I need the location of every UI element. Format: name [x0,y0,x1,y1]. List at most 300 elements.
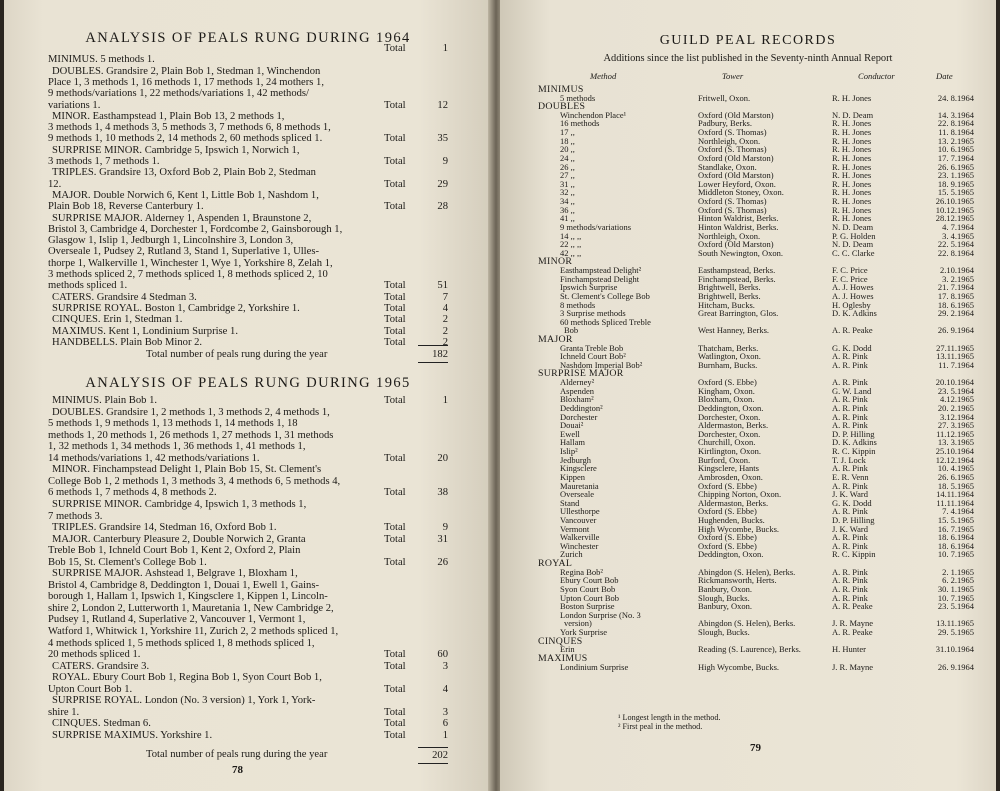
left-page [4,0,492,791]
record-method: Hallam [560,437,586,448]
record-tower: Abingdon (S. Helen), Berks. [698,618,796,629]
record-conductor: R. H. Jones [832,170,872,181]
record-method: 36 ,, [560,204,575,215]
record-date: 18. 6.1965 [937,299,974,310]
record-date: 13. 3.1965 [937,437,974,448]
guild-peal-records-title: GUILD PEAL RECORDS [659,33,837,48]
record-tower: Reading (S. Laurence), Berks. [698,644,801,655]
record-date: 23. 5.1964 [937,601,974,612]
record-date: 20.10.1964 [935,377,974,388]
analysis-line: Pudsey 1, Rutland 4, Superlative 2, Vancouver 1, Vermont 1, [48,614,306,626]
section-heading: MINOR [538,256,573,268]
record-method: 8 methods [560,299,596,310]
record-conductor: A. R. Pink [832,377,868,388]
record-conductor: G. K. Dodd [832,497,872,508]
record-conductor: J. K. Ward [832,523,868,534]
total-label: Total [384,325,406,337]
record-tower: Hinton Waldrist, Berks. [698,221,779,232]
record-tower: Dorchester, Oxon. [698,411,761,422]
record-tower: Watlington, Oxon. [698,351,761,362]
record-method: 42 ,, ,, [560,247,582,258]
record-method: 17 ,, [560,127,575,138]
record-conductor: A. R. Pink [832,583,868,594]
record-date: 13.11.1965 [936,351,974,362]
record-tower: Burnham, Bucks. [698,359,758,370]
record-method: Winchester [560,540,599,551]
analysis-line: thorpe 1, Walkerville 1, Winchester 1, Wye 1, Yorkshire 8, Zelah 1, [48,257,333,269]
record-method: 22 ,, ,, [560,239,582,250]
total-rule-1965 [418,747,448,748]
record-conductor: R. H. Jones [832,161,872,172]
total-label: Total [384,133,406,145]
record-tower: Slough, Bucks. [698,627,750,638]
total-count: 3 [442,660,448,672]
record-tower: Bloxham, Oxon. [698,394,755,405]
records-subtitle: Additions since the list published in the Seventy-ninth Annual Report [603,53,893,64]
total-label: Total [384,291,406,303]
record-conductor: A. R. Pink [832,540,868,551]
record-tower: Brightwell, Berks. [698,290,761,301]
record-date: 10. 7.1965 [937,549,974,560]
section-heading: DOUBLES [538,101,586,113]
analysis-line: Overseale 1, Pudsey 2, Rutland 3, Stand 1, Superlative 1, Ulles- [48,246,319,258]
analysis-line: CATERS. Grandsire 4 Stedman 3. [52,291,197,303]
record-date: 26.10.1965 [935,196,974,207]
record-method: Ebury Court Bob [560,575,619,586]
record-conductor: F. C. Price [832,273,868,284]
record-method: Nashdom Imperial Bob² [560,359,643,370]
record-method: 16 methods [560,118,600,129]
record-date: 18. 9.1965 [937,178,974,189]
record-tower: Oxford (Old Marston) [698,109,774,120]
record-tower: Oxford (S. Thomas) [698,144,767,155]
record-tower: Burford, Oxon. [698,454,751,465]
record-date: 10. 4.1965 [937,463,974,474]
record-method: Kingsclere [560,463,597,474]
record-tower: Finchampstead, Berks. [698,273,776,284]
right-page [500,0,996,791]
record-date: 26. 6.1965 [937,471,974,482]
total-label: Total [384,556,406,568]
analysis-line: Bristol 4, Cambridge 8, Deddington 1, Douai 1, Ewell 1, Gains- [48,579,319,591]
analysis-line: SURPRISE ROYAL. London (No. 3 version) 1, York 1, York- [52,695,316,707]
analysis-line: Place 1, 3 methods 1, 16 methods 1, 17 methods 1, 24 mothers 1, [48,76,325,88]
analysis-line: variations 1. [48,99,101,111]
record-tower: Thatcham, Berks. [698,342,759,353]
record-conductor: R. H. Jones [832,135,872,146]
record-method: Ewell [560,428,580,439]
record-tower: Deddington, Oxon. [698,402,764,413]
record-method: 24 ,, [560,152,575,163]
record-method: Dorchester [560,411,598,422]
total-label: Total [384,706,406,718]
total-count: 4 [442,683,448,695]
record-conductor: A. R. Pink [832,351,868,362]
record-tower: West Hanney, Berks. [698,325,769,336]
total-label: Total [384,522,406,534]
record-date: 10. 7.1965 [937,592,974,603]
total-count: 1 [442,729,448,741]
total-count: 35 [437,133,448,145]
record-conductor: R. H. Jones [832,118,872,129]
analysis-line: 1, 32 methods 1, 34 methods 1, 36 methods 1, 41 methods 1, [48,441,306,453]
analysis-line: Bob 15, St. Clement's College Bob 1. [48,556,207,568]
record-tower: Hughenden, Bucks. [698,515,765,525]
analysis-line: CINQUES. Erin 1, Stedman 1. [52,314,183,326]
record-date: 16. 7.1965 [937,523,974,534]
analysis-line: MAXIMUS. Kent 1, Londinium Surprise 1. [52,325,238,337]
analysis-line: CINQUES. Stedman 6. [52,718,151,730]
record-method: 5 methods [560,92,596,103]
record-method: Regina Bob² [560,566,603,577]
record-conductor: E. R. Venn [832,471,869,482]
total-label: Total [384,280,406,292]
record-method: Vermont [560,523,590,534]
record-date: 4. 7.1964 [942,221,974,232]
total-label: Total [384,729,406,741]
record-conductor: D. P. Hilling [832,515,875,525]
record-date: 6. 2.1965 [942,575,974,586]
record-conductor: N. D. Deam [832,239,874,250]
record-date: 17. 7.1964 [937,152,974,163]
record-method: 14 ,, ,, [560,230,582,241]
record-method: York Surprise [560,627,608,638]
analysis-line: DOUBLES. Grandsire 2, Plain Bob 1, Stedman 1, Winchendon [52,65,321,77]
column-header-method: Method [590,71,617,81]
total-label: Total [384,302,406,314]
record-date: 14. 3.1964 [937,109,974,120]
record-method: Bloxham² [560,394,594,405]
analysis-line: 9 methods/variations 1, 22 methods/variations 1, 42 methods/ [48,88,309,100]
analysis-line: SURPRISE MINOR. Cambridge 4, Ipswich 1, 3 methods 1, [52,498,307,510]
record-date: 24. 8.1964 [937,92,974,103]
record-method: Alderney² [560,377,595,388]
record-conductor: R. H. Jones [832,187,872,198]
record-date: 26. 9.1964 [937,325,974,336]
record-date: 26. 6.1965 [937,161,974,172]
record-conductor: R. H. Jones [832,92,872,103]
analysis-line: TRIPLES. Grandsire 14, Stedman 16, Oxford Bob 1. [52,522,277,534]
analysis-line: CATERS. Grandsire 3. [52,660,150,672]
record-tower: Oxford (Old Marston) [698,170,774,181]
analysis-line: ROYAL. Ebury Court Bob 1, Regina Bob 1, Syon Court Bob 1, [52,672,322,684]
record-conductor: R. C. Kippin [832,446,876,457]
record-tower: Oxford (S. Ebbe) [698,480,757,491]
record-method: Erin [560,644,575,655]
record-tower: Banbury, Oxon. [698,583,752,594]
record-date: 27.11.1965 [936,342,974,353]
analysis-line: TRIPLES. Grandsire 13, Oxford Bob 2, Plain Bob 2, Stedman [52,167,316,179]
analysis-line: 4 methods spliced 1, 5 methods spliced 1, 8 methods spliced 1, [48,637,315,649]
record-conductor: D. K. Adkins [832,308,877,319]
analysis-line: Treble Bob 1, Ichneld Court Bob 1, Kent 2, Oxford 2, Plain [48,545,301,557]
record-date: 29. 5.1965 [937,627,974,638]
column-header-date: Date [936,71,953,81]
record-method: 31 ,, [560,178,575,189]
total-count: 38 [437,487,448,499]
record-tower: Great Barrington, Glos. [698,308,779,319]
record-tower: Deddington, Oxon. [698,549,764,560]
record-tower: Aldermaston, Berks. [698,497,769,508]
record-tower: High Wycombe, Bucks. [698,523,780,534]
record-date: 18. 5.1965 [937,480,974,491]
record-date: 15. 5.1965 [937,515,974,525]
analysis-line: shire 1. [48,706,80,718]
record-tower: Oxford (S. Ebbe) [698,506,757,517]
analysis-line: MINIMUS. Plain Bob 1. [52,395,158,406]
record-method: Aspenden [560,385,594,396]
record-method: 26 ,, [560,161,575,172]
record-method: Walkerville [560,532,600,543]
section-heading: MINIMUS [538,84,584,95]
total-count: 2 [442,336,448,348]
record-conductor: A. J. Howes [832,290,874,301]
analysis-line: borough 1, Hallam 1, Ipswich 1, Kingsclere 1, Kippen 1, Lincoln- [48,591,328,603]
total-count: 20 [437,452,448,464]
total-label: Total [384,718,406,730]
record-conductor: A. R. Pink [832,506,868,517]
record-date: 21. 7.1964 [937,282,974,293]
total-label: Total [384,683,406,695]
record-method: 3 Surprise methods [560,308,626,319]
analysis-line: Bristol 3, Cambridge 4, Dorchester 1, Fordcombe 2, Gainsborough 1, [48,223,343,235]
record-tower: Churchill, Oxon. [698,437,756,448]
analysis-line: MAJOR. Double Norwich 6, Kent 1, Little Bob 1, Nashdom 1, [52,189,319,201]
record-conductor: A. R. Pink [832,575,868,586]
record-conductor: R. H. Jones [832,178,872,189]
analysis-line: HANDBELLS. Plain Bob Minor 2. [52,336,203,348]
section-heading: SURPRISE MAJOR [538,368,624,380]
analysis-line: SURPRISE MAXIMUS. Yorkshire 1. [52,729,213,741]
record-date: 7. 4.1964 [942,506,974,517]
record-conductor: R. H. Jones [832,144,872,155]
record-method: Ipswich Surprise [560,282,618,293]
record-method: Upton Court Bob [560,592,620,603]
record-tower: South Newington, Oxon. [698,247,783,258]
record-tower: Slough, Bucks. [698,592,750,603]
column-header-conductor: Conductor [858,71,895,81]
record-conductor: R. C. Kippin [832,549,876,560]
record-tower: Kingham, Oxon. [698,385,755,396]
record-date: 2. 1.1965 [942,566,974,577]
total-count: 7 [442,291,448,303]
record-conductor: A. R. Pink [832,480,868,491]
record-method: Ullesthorpe [560,506,600,517]
record-method: 9 methods/variations [560,221,632,232]
record-tower: Northleigh, Oxon. [698,230,761,241]
footnote-1: ¹ Longest length in the method. [618,713,721,722]
record-tower: Lower Heyford, Oxon. [698,178,776,189]
total-count: 6 [442,718,448,730]
record-conductor: J. R. Mayne [832,618,874,629]
record-method: St. Clement's College Bob [560,290,650,301]
record-conductor: A. J. Howes [832,282,874,293]
record-method: 60 methods Spliced Treble [560,316,651,327]
record-method: Jedburgh [560,454,592,465]
record-method: 32 ,, [560,187,575,198]
total-count: 26 [437,556,448,568]
record-date: 26. 9.1964 [937,661,974,672]
record-tower: Oxford (S. Ebbe) [698,540,757,551]
footnote-2: ² First peal in the method. [618,722,703,731]
record-date: 18. 6.1964 [937,540,974,551]
record-method: Granta Treble Bob [560,342,624,353]
record-method: Douai² [560,420,584,431]
record-date: 27. 3.1965 [937,420,974,431]
record-method: Vancouver [560,515,597,525]
record-date: 15. 5.1965 [937,187,974,198]
record-tower: Easthampstead, Berks. [698,265,776,276]
record-date: 11. 8.1964 [938,127,974,138]
total-count: 9 [442,156,448,167]
column-header-tower: Tower [722,71,744,81]
total-value-1965: 202 [432,750,448,761]
record-tower: Abingdon (S. Helen), Berks. [698,566,796,577]
record-method: Kippen [560,471,586,482]
total-underline-1965 [418,763,448,764]
record-date: 20. 2.1965 [937,402,974,413]
analysis-line: 9 methods 1, 10 methods 2, 14 methods 2, 60 methods spliced 1. [48,133,323,145]
record-tower: Standlake, Oxon. [698,161,757,172]
record-conductor: R. H. Jones [832,196,872,207]
record-date: 22. 5.1964 [937,239,974,250]
record-tower: High Wycombe, Bucks. [698,661,780,672]
record-date: 10.12.1965 [935,204,974,215]
total-label: Total [384,452,406,464]
record-date: 3. 4.1965 [942,230,974,241]
record-date: 17. 8.1965 [937,290,974,301]
total-count: 31 [437,533,448,545]
record-tower: Northleigh, Oxon. [698,135,761,146]
record-date: 14.11.1964 [936,489,974,500]
record-conductor: H. Oglesby [832,299,871,310]
analysis-line: 5 methods 1, 9 methods 1, 13 methods 1, 14 methods 1, 18 [48,418,298,430]
record-tower: Oxford (S. Thomas) [698,196,767,207]
record-conductor: R. H. Jones [832,152,872,163]
analysis-line: 20 methods spliced 1. [48,649,141,661]
total-label: Total [384,660,406,672]
analysis-line: Glasgow 1, Islip 1, Jedburgh 1, Lincolnshire 3, London 3, [48,235,294,247]
record-conductor: R. H. Jones [832,127,872,138]
record-conductor: A. R. Peake [832,325,873,336]
total-label: Total [384,178,406,190]
record-method: Bob [564,325,579,336]
analysis-line: 12. [48,178,62,190]
analysis-line: 3 methods 1, 4 methods 3, 5 methods 3, 7 methods 6, 8 methods 1, [48,122,331,134]
record-date: 11. 7.1964 [938,359,974,370]
record-conductor: A. R. Pink [832,402,868,413]
record-date: 10. 6.1965 [937,144,974,155]
record-tower: Oxford (Old Marston) [698,239,774,250]
record-conductor: H. Hunter [832,644,866,655]
total-count: 51 [437,280,448,292]
analysis-line: MINIMUS. 5 methods 1. [48,54,155,66]
record-tower: Banbury, Oxon. [698,601,752,612]
section-heading: MAXIMUS [538,652,588,664]
record-date: 4.12.1965 [940,394,974,405]
record-conductor: A. R. Pink [832,463,868,474]
record-date: 11.12.1965 [936,428,974,439]
record-conductor: R. H. Jones [832,204,872,215]
record-tower: Chipping Norton, Oxon. [698,489,782,500]
record-conductor: C. C. Clarke [832,247,875,258]
record-method: Overseale [560,489,594,500]
record-method: Zurich [560,549,583,560]
record-tower: Aldermaston, Berks. [698,420,769,431]
analysis-line: DOUBLES. Grandsire 1, 2 methods 1, 3 methods 2, 4 methods 1, [52,406,330,418]
analysis-line: methods spliced 1. [48,280,128,292]
total-label-1964: Total number of peals rung during the year [146,349,328,360]
record-tower: Kingsclere, Hants [698,463,759,474]
record-tower: Oxford (S. Ebbe) [698,532,757,543]
analysis-line: SURPRISE MAJOR. Ashstead 1, Belgrave 1, Bloxham 1, [52,568,298,580]
record-method: 34 ,, [560,196,575,207]
record-conductor: G. W. Land [832,385,872,396]
section-heading: ROYAL [538,558,573,570]
record-method: Mauretania [560,480,599,491]
record-conductor: A. R. Pink [832,592,868,603]
record-method: Syon Court Bob [560,583,616,594]
analysis-line: MINOR. Finchampstead Delight 1, Plain Bob 15, St. Clement's [52,464,322,476]
record-date: 28.12.1965 [935,213,974,224]
page-number-79: 79 [750,742,761,754]
record-method: Boston Surprise [560,601,615,612]
record-conductor: D. K. Adkins [832,437,877,448]
total-label: Total [384,336,406,348]
analysis-line: 3 methods spliced 2, 7 methods spliced 1, 8 methods spliced 2, 10 [48,269,328,280]
record-date: 13. 2.1965 [937,135,974,146]
record-tower: Fritwell, Oxon. [698,92,751,103]
record-tower: Oxford (Old Marston) [698,152,774,163]
page-number-78: 78 [232,764,243,776]
record-date: 2.10.1964 [940,265,974,276]
total-rule-1964 [418,345,448,346]
record-conductor: D. P. Hilling [832,428,875,439]
heading-1964: ANALYSIS OF PEALS RUNG DURING 1964 [85,30,411,46]
record-conductor: J. R. Mayne [832,661,874,672]
total-count: 1 [442,395,448,406]
record-conductor: A. R. Pink [832,394,868,405]
total-count: 2 [442,314,448,326]
analysis-line: Watford 1, Whitwick 1, Yorkshire 11, Zurich 2, 2 methods spliced 1, [48,626,339,637]
analysis-line: Plain Bob 18, Reverse Canterbury 1. [48,201,204,213]
record-tower: Oxford (S. Ebbe) [698,377,757,388]
record-date: 25.10.1964 [935,446,974,457]
record-tower: Dorchester, Oxon. [698,428,761,439]
record-tower: Oxford (S. Thomas) [698,204,767,215]
section-heading: MAJOR [538,333,573,345]
analysis-line: MAJOR. Canterbury Pleasure 2, Double Norwich 2, Granta [52,533,306,545]
record-tower: Padbury, Berks. [698,118,752,129]
record-date: 18. 6.1964 [937,532,974,543]
record-tower: Ambrosden, Oxon. [698,471,763,482]
record-conductor: F. C. Price [832,265,868,276]
total-label: Total [384,533,406,545]
record-method: Ichneld Court Bob² [560,351,626,362]
record-method: Easthampstead Delight² [560,265,642,276]
record-method: Londinium Surprise [560,661,629,672]
total-count: 3 [442,706,448,718]
record-date: 31.10.1964 [935,644,974,655]
analysis-line: 3 methods 1, 7 methods 1. [48,156,160,167]
total-count: 28 [437,201,448,213]
record-tower: Oxford (S. Thomas) [698,127,767,138]
total-count: 4 [442,302,448,314]
record-method: Winchendon Place¹ [560,109,627,120]
record-date: 30. 1.1965 [937,583,974,594]
record-method: London Surprise (No. 3 [560,609,641,620]
record-tower: Brightwell, Berks. [698,282,761,293]
